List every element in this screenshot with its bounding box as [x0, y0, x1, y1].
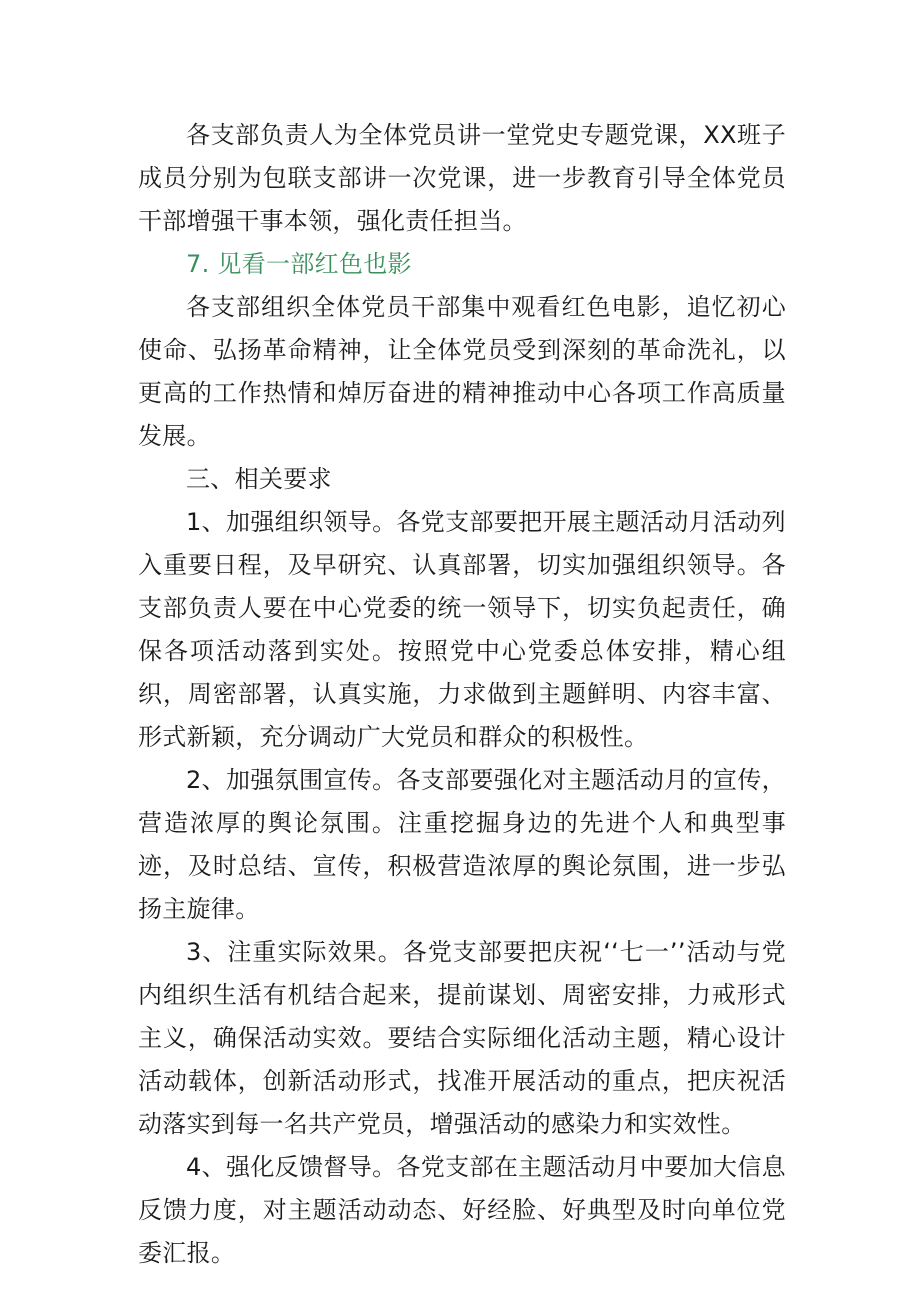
- paragraph-requirement-1: 1、加强组织领导。各党支部要把开展主题活动月活动列入重要日程，及早研究、认真部署，切实加强组织领导。各支部负责人要在中心党委的统一领导下，切实负起责任，确保各项活动落到实处。按照党中心党委总体安排，精心组织，周密部署，认真实施，力求做到主题鲜明、内容丰富、形式新颖，充分调动广大党员和群众的积极性。: [138, 508, 786, 751]
- paragraph-requirement-2: 2、加强氛围宣传。各支部要强化对主题活动月的宣传，营造浓厚的舆论氛围。注重挖掘身边的先进个人和典型事迹，及时总结、宣传，积极营造浓厚的舆论氛围，进一步弘扬主旋律。: [138, 766, 786, 923]
- paragraph-party-lecture: 各支部负责人为全体党员讲一堂党史专题党课，XX班子成员分别为包联支部讲一次党课，进一步教育引导全体党员干部增强干事本领，强化责任担当。: [138, 121, 786, 235]
- document-body: [138, 114, 786, 1275]
- subheading-red-film: 7. 见看一部红色也影: [186, 250, 412, 278]
- paragraph-red-film: 各支部组织全体党员干部集中观看红色电影，追忆初心使命、弘扬革命精神，让全体党员受到深刻的革命洗礼，以更高的工作热情和焯厉奋进的精神推动中心各项工作高质量发展。: [138, 293, 786, 450]
- section-heading-requirements: 三、相关要求: [186, 465, 332, 493]
- paragraph-requirement-3: 3、注重实际效果。各党支部要把庆祝‘‘七一’’活动与党内组织生活有机结合起来，提前谋划、周密安排，力戒形式主义，确保活动实效。要结合实际细化活动主题，精心设计活动载体，创新活动形式，找准开展活动的重点，把庆祝活动落实到每一名共产党员，增强活动的感染力和实效性。: [138, 938, 786, 1138]
- paragraph-requirement-4: 4、强化反馈督导。各党支部在主题活动月中要加大信息反馈力度，对主题活动动态、好经脸、好典型及时向单位党委汇报。: [138, 1153, 786, 1267]
